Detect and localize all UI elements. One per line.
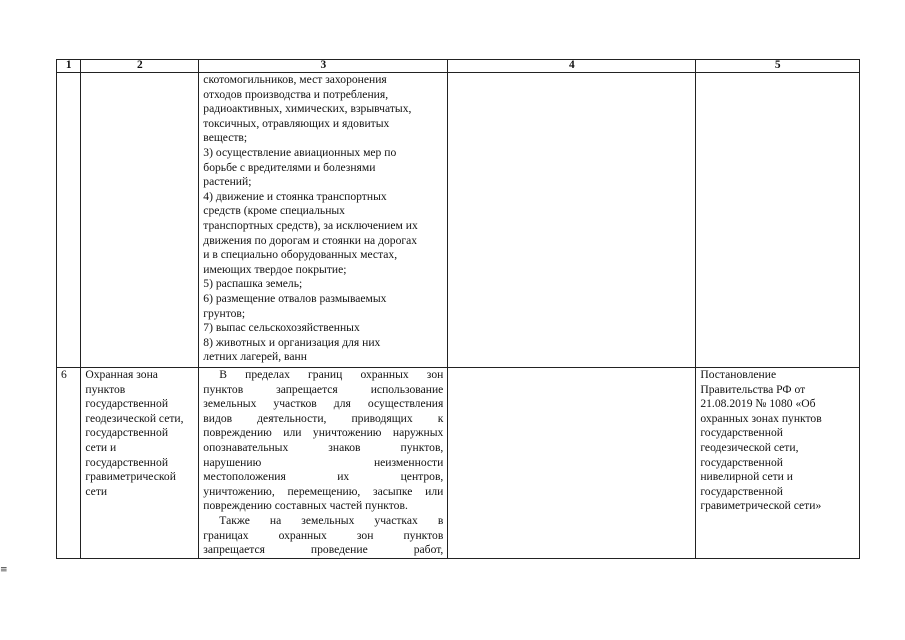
text-line: растений; [203,175,252,189]
text-line: пунктов запрещается использование [203,382,444,396]
cell-number [57,73,81,368]
cell-zone [81,73,199,368]
text-line: скотомогильников, мест захоронения [203,73,387,86]
table-row-continued [57,73,860,368]
text-line: государственной [700,455,783,469]
text-line: 3) осуществление авиационных мер по [203,145,397,159]
header-row [57,60,860,73]
text-line: радиоактивных, химических, взрывчатых, [203,102,412,116]
legal-basis-text [700,368,855,514]
text-line: государственной [85,397,169,411]
text-line: нивелирной сети и [700,470,793,484]
cell-restrictions-6 [199,368,448,559]
text-line: 6) размещение отвалов размываемых [203,291,387,305]
text-line: 8) животных и организация для них [203,335,381,349]
text-line: сети [85,484,108,498]
cell-basis [696,73,860,368]
restrictions-list [203,73,443,365]
text-line: государственной [85,426,169,440]
text-line: веществ; [203,131,248,145]
header-col-4: 4 [448,60,696,73]
text-line: охранных зонах пунктов [700,411,822,425]
text-line: видов деятельности, приводящих к [203,411,444,425]
row-number: 6 [57,368,81,559]
text-line: летних лагерей, ванн [203,350,307,364]
text-line: транспортных средств), за исключением их [203,218,418,232]
text-line: гравиметрической [85,470,176,484]
zone-name [81,368,199,559]
text-line: и в специально оборудованных местах, [203,248,398,262]
header-col-3: 3 [199,60,448,73]
text-line: пунктов [85,382,126,396]
text-line: движения по дорогам и стоянки на дорогах [203,233,418,247]
text-line: геодезической сети, [85,411,184,425]
text-line: уничтожению, перемещению, засыпке или [203,484,444,498]
cell-col4-6 [448,368,696,559]
text-line: борьбе с вредителями и болезнями [203,160,376,174]
text-line: государственной [85,455,169,469]
restriction-paragraph-1 [203,368,443,514]
zone-name-text [85,368,194,499]
header-col-5: 5 [696,60,860,73]
text-line: повреждению или уничтожению наружных [203,426,444,440]
table-row-6 [57,368,860,559]
text-line: государственной [700,426,783,440]
text-line: местоположения их центров, [203,470,444,484]
header-col-1: 1 [57,60,81,73]
text-line: грунтов; [203,306,246,320]
text-line: гравиметрической сети» [700,499,822,513]
text-line: нарушению неизменности [203,455,444,469]
text-line: сети и [85,440,117,454]
text-line: В пределах границ охранных зон [219,368,444,381]
text-line: 4) движение и стоянка транспортных [203,189,387,203]
text-line: отходов производства и потребления, [203,87,389,101]
text-line: 21.08.2019 № 1080 «Об [700,397,816,411]
margin-mark: ≡ [0,565,8,575]
text-line: геодезической сети, [700,440,799,454]
text-line: опознавательных знаков пунктов, [203,440,444,454]
cell-col4 [448,73,696,368]
text-line: 7) выпас сельскохозяйственных [203,321,360,335]
text-line: токсичных, отравляющих и ядовитых [203,116,390,130]
text-line: запрещается проведение работ, [203,543,444,557]
text-line: имеющих твердое покрытие; [203,262,347,276]
text-line: Правительства РФ от [700,382,806,396]
text-line: Охранная зона [85,368,158,381]
regulation-table [56,59,860,559]
text-line: повреждению составных частей пунктов. [203,499,408,513]
text-line: государственной [700,484,783,498]
header-col-2: 2 [81,60,199,73]
cell-restrictions [199,73,448,368]
text-line: Также на земельных участках в [219,513,444,527]
text-line: границах охранных зон пунктов [203,528,444,542]
text-line: средств (кроме специальных [203,204,345,218]
text-line: Постановление [700,368,777,381]
text-line: 5) распашка земель; [203,277,303,291]
legal-basis [696,368,860,559]
restriction-paragraph-2 [203,514,443,558]
text-line: земельных участков для осуществления [203,397,444,411]
